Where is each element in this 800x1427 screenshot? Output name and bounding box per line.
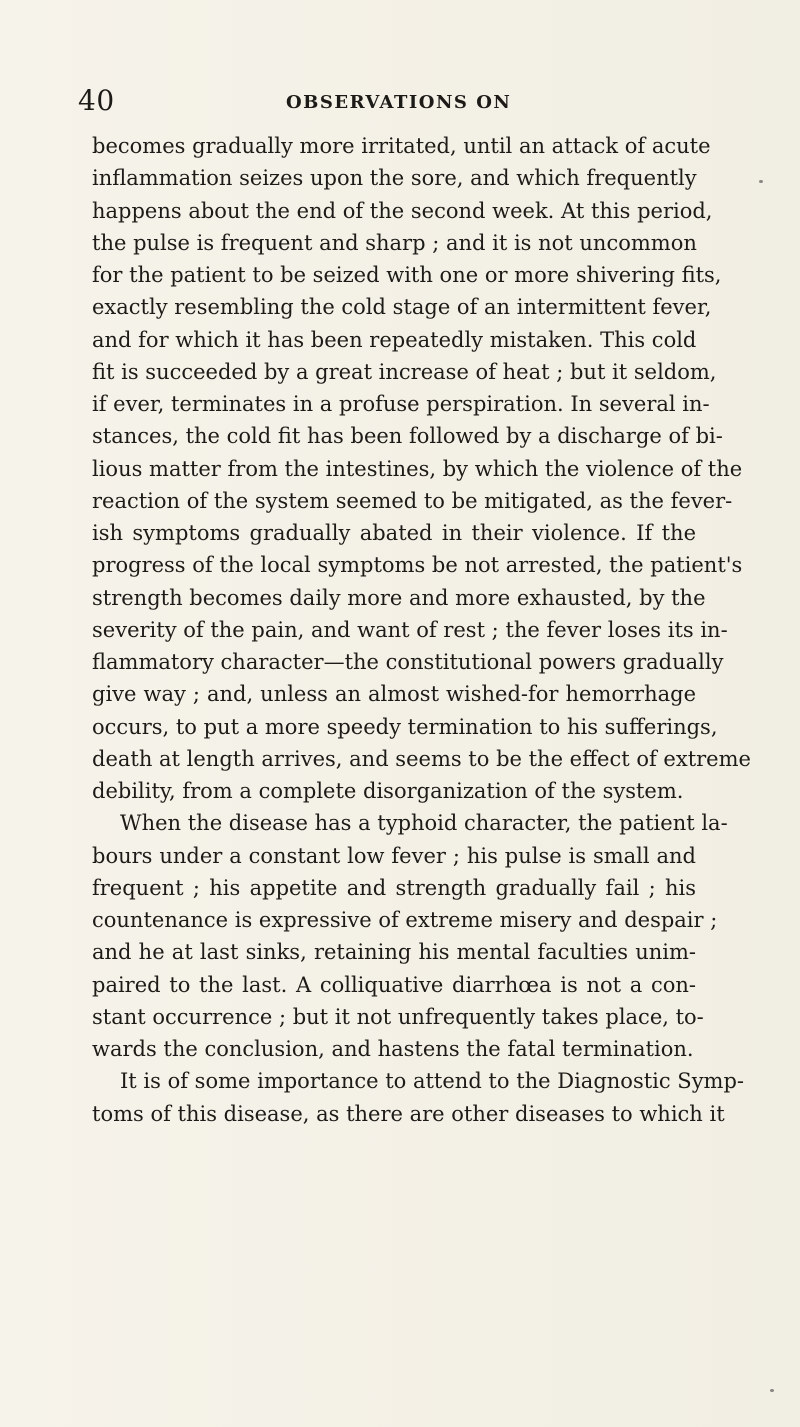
body-text [92,130,751,1130]
text-line: stant occurrence ; but it not unfrequently takes place, to- [92,1004,704,1029]
text-line: becomes gradually more irritated, until an attack of acute [92,134,711,158]
text-line: toms of this disease, as there are other diseases to which it [92,1101,725,1126]
text-line: exactly resembling the cold stage of an intermittent fever, [92,295,712,320]
text-line: countenance is expressive of extreme misery and despair ; [92,908,718,932]
text-line: and he at last sinks, retaining his mental faculties unim- [92,940,696,965]
text-line: death at length arrives, and seems to be the effect of extreme [92,746,751,771]
text-line: debility, from a complete disorganization of the system. [92,779,684,803]
text-line-paragraph-start: It is of some importance to attend to the Diagnostic Symp- [120,1069,745,1094]
text-line: strength becomes daily more and more exhausted, by the [92,585,706,610]
text-line: fit is succeeded by a great increase of heat ; but it seldom, [92,359,717,384]
text-line: frequent ; his appetite and strength gradually fail ; his [92,875,696,900]
text-line: occurs, to put a more speedy termination to his sufferings, [92,714,718,739]
text-line: and for which it has been repeatedly mistaken. This cold [92,327,697,352]
text-line: the pulse is frequent and sharp ; and it is not uncommon [92,230,697,255]
text-line: paired to the last. A colliquative diarrhœa is not a con- [92,972,696,997]
text-line: happens about the end of the second week. At this period, [92,198,713,223]
text-line: ish symptoms gradually abated in their violence. If the [92,521,696,545]
text-line-paragraph-start: When the disease has a typhoid character, the patient la- [120,811,728,836]
text-line: progress of the local symptoms be not arrested, the patient's [92,553,743,578]
text-line: lious matter from the intestines, by which the violence of the [92,456,743,481]
text-line: stances, the cold fit has been followed by a discharge of bi- [92,424,723,449]
page-number: 40 [78,84,115,117]
text-line: inflammation seizes upon the sore, and which frequently [92,166,697,191]
print-speck [759,180,763,183]
print-speck [770,1389,774,1392]
text-line: flammatory character—the constitutional powers gradually [92,650,724,674]
text-line: give way ; and, unless an almost wished-for hemorrhage [92,682,696,707]
text-line: reaction of the system seemed to be mitigated, as the fever- [92,488,733,513]
text-line: wards the conclusion, and hastens the fatal termination. [92,1037,694,1061]
text-line: bours under a constant low fever ; his pulse is small and [92,843,696,868]
page-header [78,86,698,116]
text-line: severity of the pain, and want of rest ; the fever loses its in- [92,617,728,642]
text-line: if ever, terminates in a profuse perspiration. In several in- [92,392,710,416]
running-head: OBSERVATIONS ON [286,92,512,113]
text-line: for the patient to be seized with one or more shivering fits, [92,263,722,287]
